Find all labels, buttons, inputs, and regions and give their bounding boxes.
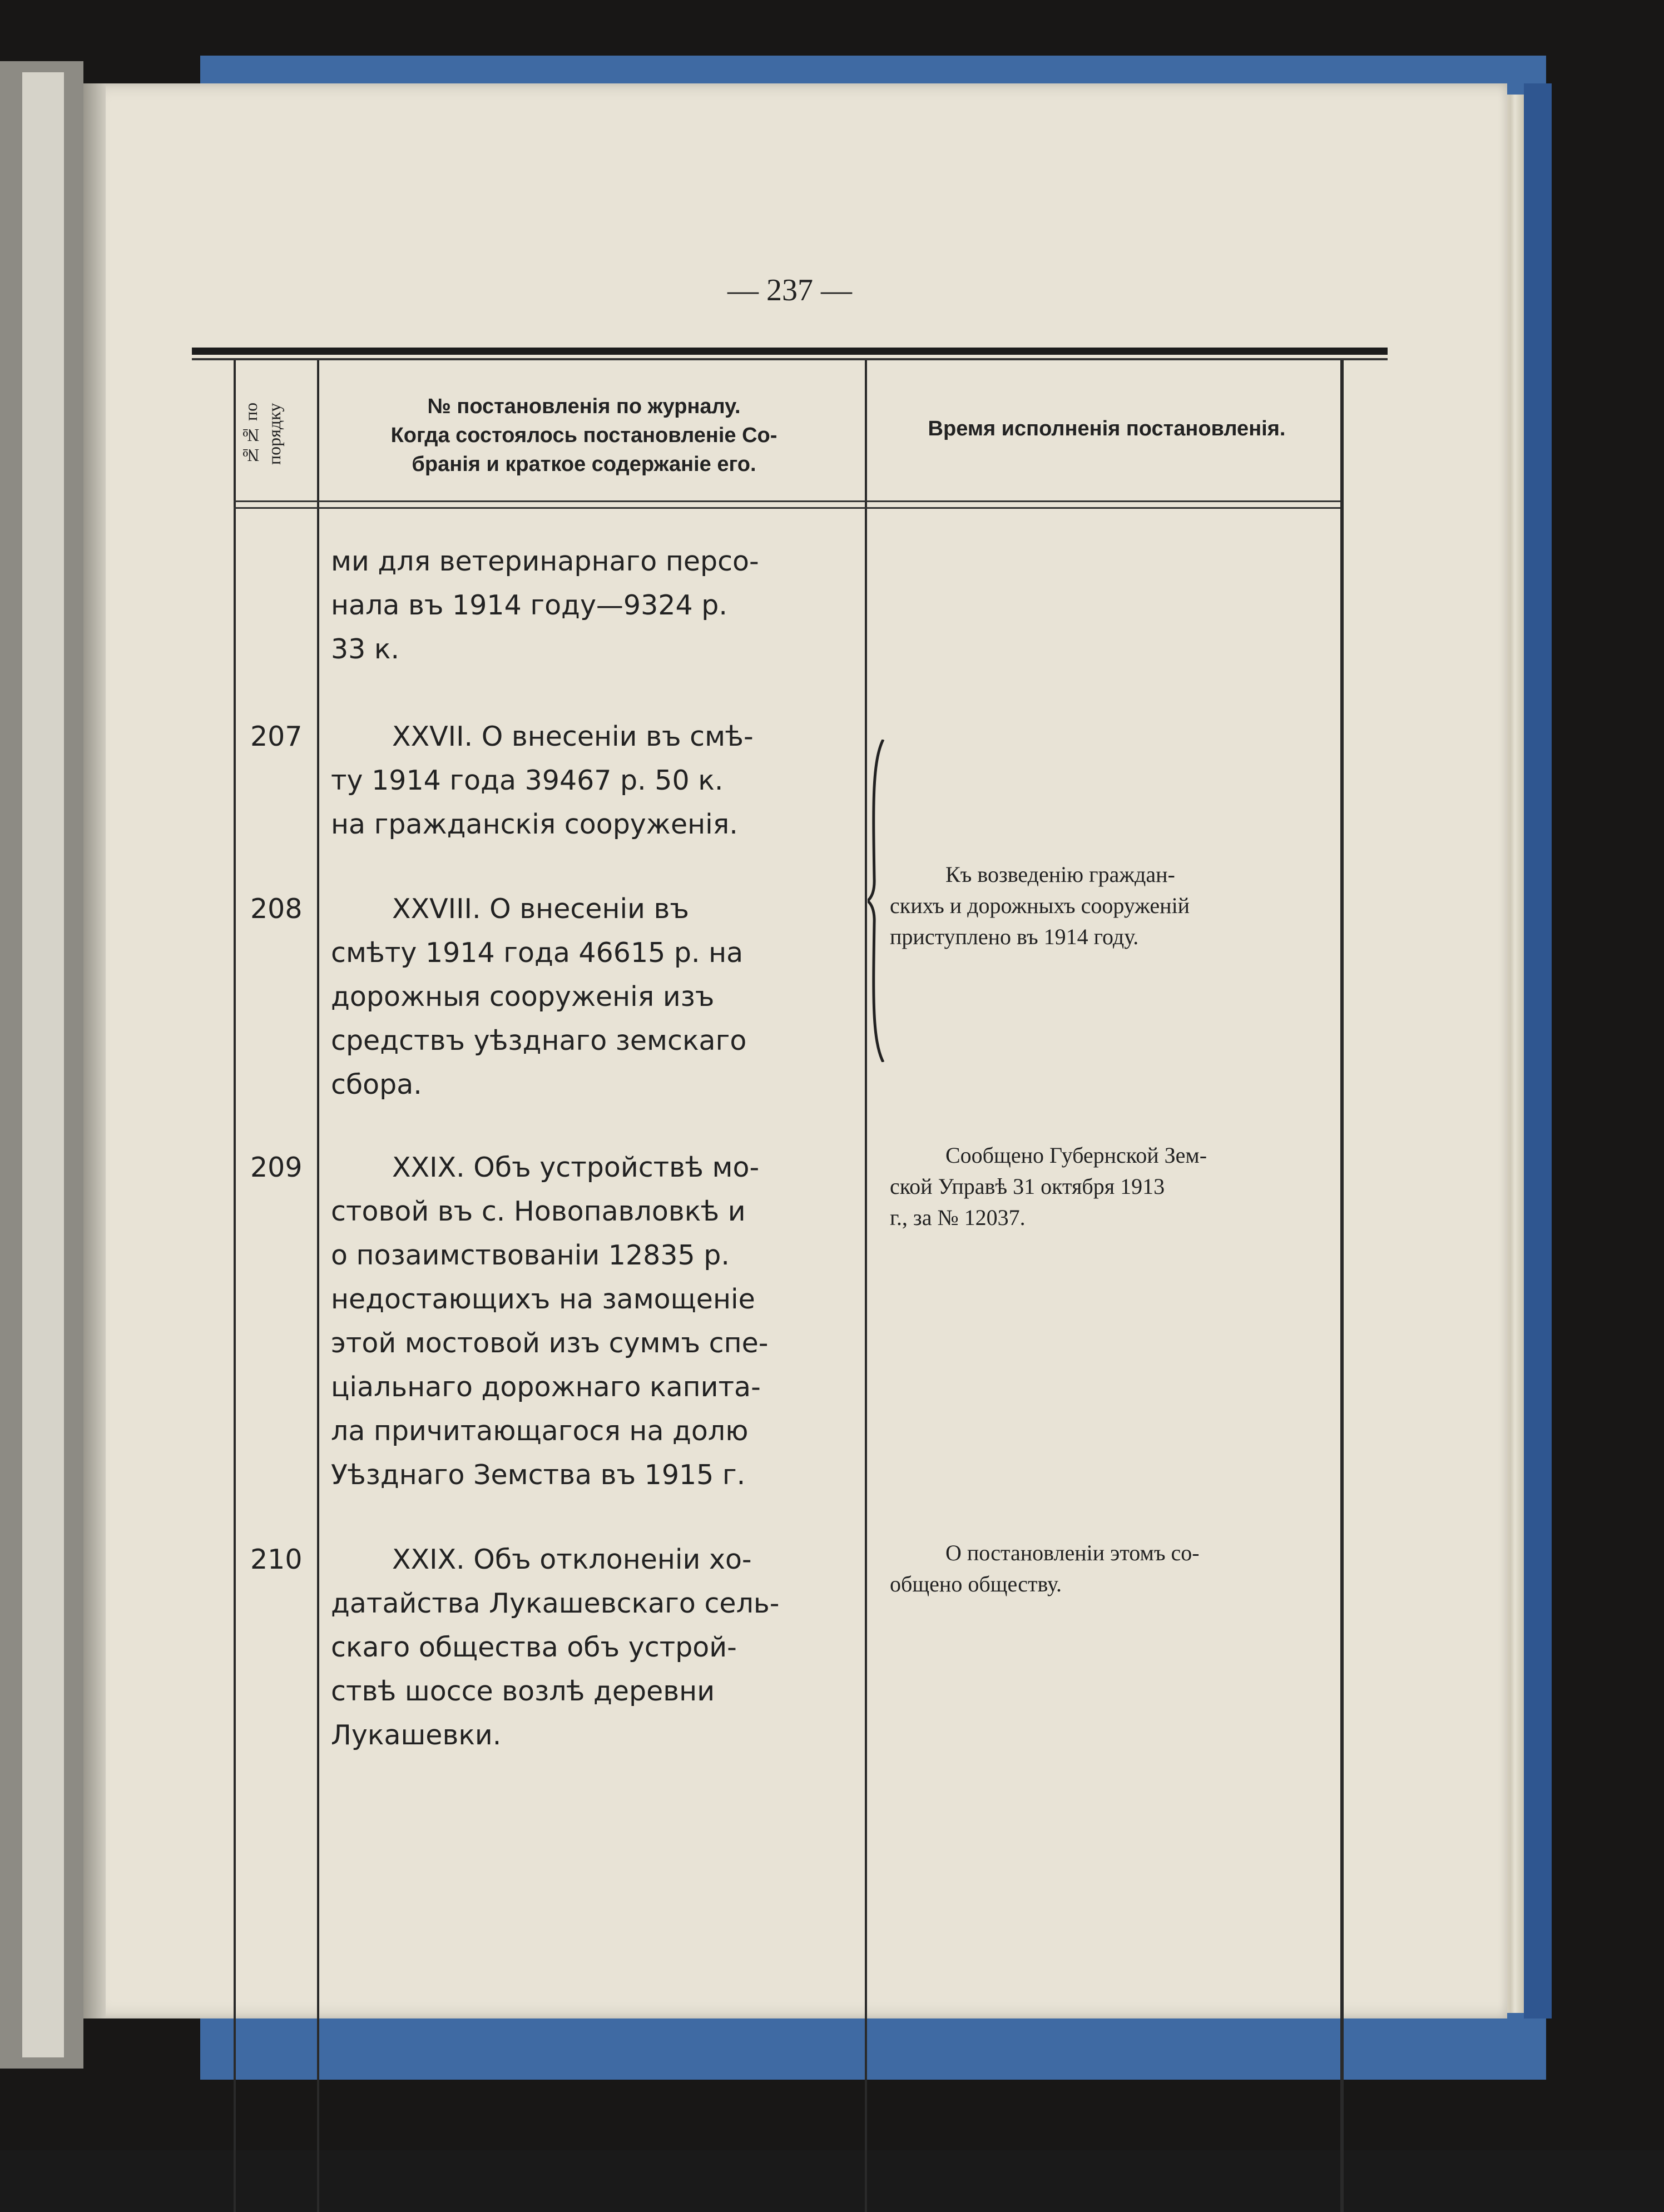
entry-line: Лукашевки.: [331, 1719, 502, 1751]
left-border-line: [234, 360, 236, 2212]
entry-number: 208: [250, 893, 303, 925]
entry-line: скаго общества объ устрой-: [331, 1631, 737, 1663]
header-main-line: бранія и краткое содержаніе его.: [412, 453, 756, 476]
entry-208: [331, 887, 854, 1107]
header-main-line: № постановленія по журналу.: [427, 395, 741, 418]
header-rule: [234, 507, 1340, 509]
note-line: Сообщено Губернской Зем-: [945, 1143, 1207, 1168]
entry-line: средствъ уѣзднаго земскаго: [331, 1025, 747, 1057]
entry-line: XXVII. О внесеніи въ смѣ-: [392, 721, 754, 752]
entry-line: Уѣзднаго Земства въ 1915 г.: [331, 1459, 746, 1491]
entry-line: смѣту 1914 года 46615 р. на: [331, 937, 744, 969]
header-main-column: [323, 392, 845, 479]
note-line: ской Управѣ 31 октября 1913: [890, 1174, 1165, 1199]
header-number-column: №№ по порядку: [241, 402, 284, 465]
entry-number: 210: [250, 1544, 303, 1575]
entry-line: недостающихъ на замощеніе: [331, 1283, 755, 1315]
entry-line: сбора.: [331, 1069, 422, 1100]
top-thick-rule: [192, 348, 1388, 355]
entry-line: ла причитающагося на долю: [331, 1415, 749, 1447]
top-thin-rule: [192, 358, 1388, 360]
entry-number: 207: [250, 721, 303, 752]
entry-number: 209: [250, 1152, 303, 1183]
entry-line: о позаимствованіи 12835 р.: [331, 1239, 730, 1271]
page-number: — 237 —: [727, 273, 852, 308]
entry-line: 33 к.: [331, 633, 400, 665]
note-line: общено обществу.: [890, 1571, 1062, 1596]
entry-line: ту 1914 года 39467 р. 50 к.: [331, 765, 724, 796]
note-society: [890, 1538, 1340, 1600]
entry-209: [331, 1145, 854, 1497]
header-main-line: Когда состоялось постановленіе Со-: [390, 424, 777, 447]
entry-line: ми для ветеринарнаго персо-: [331, 545, 759, 577]
entry-line: датайства Лукашевскаго сель-: [331, 1588, 780, 1619]
number-column-line: [317, 360, 319, 2212]
header-rule: [234, 500, 1340, 502]
entry-207: [331, 715, 854, 846]
entry-line: на гражданскія сооруженія.: [331, 809, 738, 840]
time-column-line: [865, 360, 867, 2212]
entry-line: ціальнаго дорожнаго капита-: [331, 1371, 761, 1403]
note-line: О постановленіи этомъ со-: [945, 1540, 1200, 1565]
book-cover-edge: [1524, 83, 1552, 2018]
right-border-line: [1340, 360, 1344, 2212]
entry-line: XXIX. Объ отклоненіи хо-: [392, 1544, 752, 1575]
entry-line: этой мостовой изъ суммъ спе-: [331, 1327, 769, 1359]
entry-line: XXIX. Объ устройствѣ мо-: [392, 1152, 760, 1183]
brace-mark: [868, 740, 890, 1062]
note-line: скихъ и дорожныхъ сооруженій: [890, 893, 1190, 918]
entry-continuation: [331, 539, 854, 671]
note-line: Къ возведенію граждан-: [945, 862, 1175, 887]
note-line: приступлено въ 1914 году.: [890, 924, 1139, 949]
note-line: г., за № 12037.: [890, 1205, 1026, 1230]
facing-page-paper: [22, 72, 64, 2057]
note-construction: [890, 859, 1340, 953]
entry-line: стовой въ с. Новопавловкѣ и: [331, 1196, 746, 1227]
entry-line: нала въ 1914 году—9324 р.: [331, 589, 727, 621]
entry-line: дорожныя сооруженія изъ: [331, 981, 715, 1013]
entry-line: ствѣ шоссе возлѣ деревни: [331, 1675, 715, 1707]
page-gutter: [83, 83, 106, 2018]
entry-210: [331, 1538, 854, 1757]
note-gubernia: [890, 1140, 1340, 1233]
header-time-column: Время исполненія постановленія.: [928, 417, 1286, 440]
entry-line: XXVIII. О внесеніи въ: [392, 893, 690, 925]
